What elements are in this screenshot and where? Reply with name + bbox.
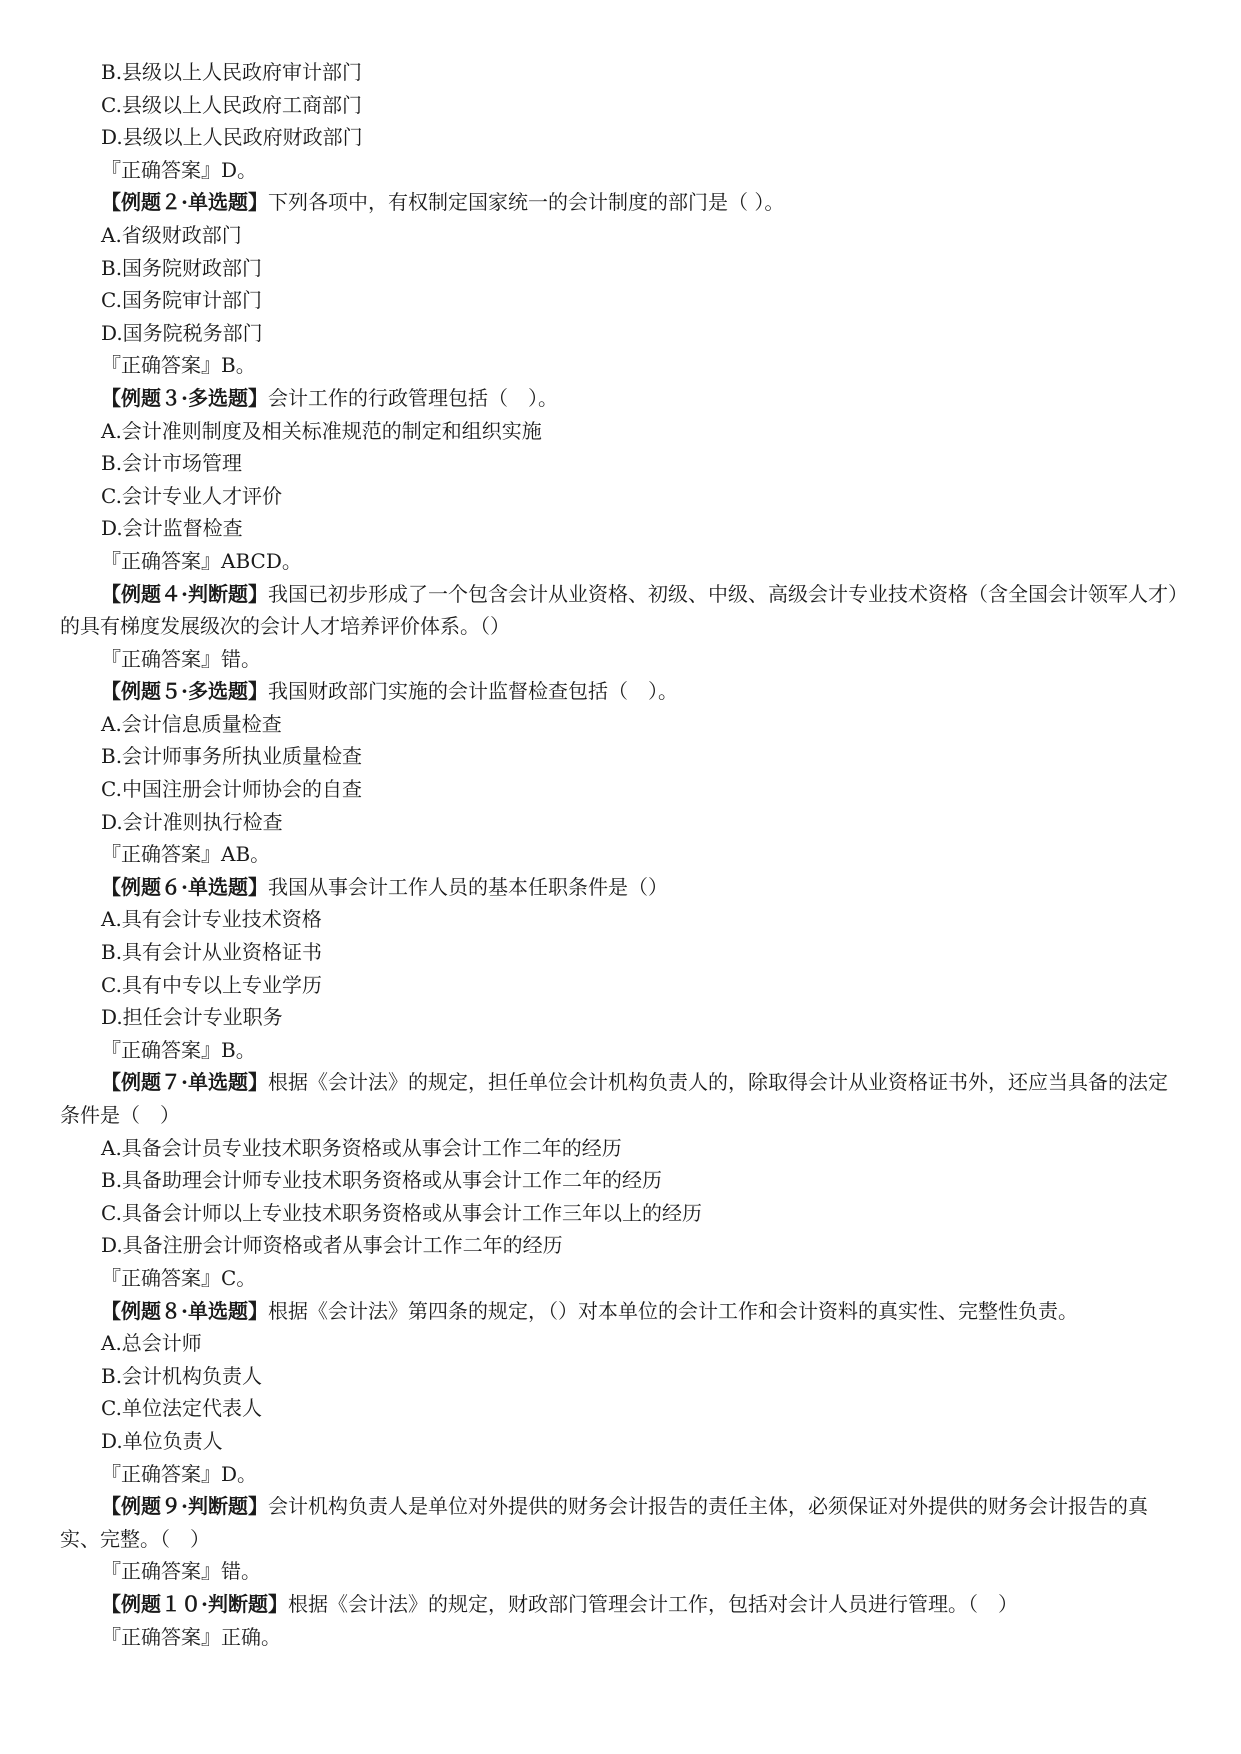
question-tag: 【例题５·多选题】 [101,679,268,704]
option-line [0,219,1241,252]
document-page [0,56,1241,1653]
option-line [0,740,1241,773]
option-line [0,512,1241,545]
line-text: 会计机构负责人是单位对外提供的财务会计报告的责任主体，必须保证对外提供的财务会计报告的真实、完整。（ ） [60,1494,1148,1551]
line-text: A.具备会计员专业技术职务资格或从事会计工作二年的经历 [101,1135,622,1160]
option-line [0,1327,1241,1360]
line-text: A.省级财政部门 [101,222,242,247]
question-tag: 【例题８·单选题】 [101,1298,268,1323]
option-line [0,773,1241,806]
question-tag: 【例题７·单选题】 [101,1070,268,1095]
answer-line [0,643,1241,676]
line-text: C.中国注册会计师协会的自查 [101,777,362,802]
option-line [0,480,1241,513]
question-text [0,1295,1241,1328]
line-text: A.总会计师 [101,1331,202,1356]
line-text: 会计工作的行政管理包括（ ）。 [267,385,558,410]
option-line [0,1001,1241,1034]
question-text [0,871,1241,904]
line-text: C.会计专业人才评价 [101,483,282,508]
question-text [0,186,1241,219]
option-line [0,903,1241,936]
option-line [0,56,1241,89]
line-text: D.会计准则执行检查 [101,809,283,834]
question-tag: 【例题２·单选题】 [101,190,268,215]
question-tag: 【例题３·多选题】 [101,385,268,410]
line-text: B.县级以上人民政府审计部门 [101,60,363,84]
line-text: 『正确答案』D。 [101,157,258,182]
line-text: 根据《会计法》第四条的规定，（）对本单位的会计工作和会计资料的真实性、完整性负责。 [267,1298,1078,1323]
line-text: 我国从事会计工作人员的基本任职条件是（） [267,874,668,899]
option-line [0,806,1241,839]
question-text [0,382,1241,415]
line-text: D.县级以上人民政府财政部门 [101,125,363,150]
option-line [0,415,1241,448]
answer-line [0,1555,1241,1588]
option-line [0,1132,1241,1165]
option-line [0,1229,1241,1262]
line-text: 我国财政部门实施的会计监督检查包括（ ）。 [267,679,678,704]
option-line [0,1197,1241,1230]
answer-line [0,838,1241,871]
line-text: A.会计准则制度及相关标准规范的制定和组织实施 [101,418,542,443]
line-text: 『正确答案』C。 [101,1265,257,1290]
answer-line [0,1458,1241,1491]
line-text: B.会计师事务所执业质量检查 [101,744,363,769]
line-text: 『正确答案』AB。 [101,842,271,867]
option-line [0,1425,1241,1458]
question-tag: 【例题９·判断题】 [101,1494,268,1519]
line-text: C.具有中专以上专业学历 [101,972,322,997]
question-tag: 【例题４·判断题】 [101,581,268,606]
question-text [0,1066,1180,1131]
line-text: B.会计市场管理 [101,451,243,476]
question-text [0,1588,1241,1621]
option-line [0,1392,1241,1425]
line-text: D.国务院税务部门 [101,320,263,345]
line-text: 下列各项中，有权制定国家统一的会计制度的部门是（ ）。 [267,190,785,215]
option-line [0,447,1241,480]
question-text [0,675,1241,708]
line-text: D.会计监督检查 [101,516,243,541]
option-line [0,284,1241,317]
line-text: C.单位法定代表人 [101,1396,262,1421]
line-text: D.单位负责人 [101,1428,223,1453]
line-text: 『正确答案』正确。 [101,1624,281,1649]
line-text: C.具备会计师以上专业技术职务资格或从事会计工作三年以上的经历 [101,1200,702,1225]
option-line [0,1164,1241,1197]
option-line [0,1360,1241,1393]
answer-line [0,545,1241,578]
answer-line [0,349,1241,382]
line-text: D.具备注册会计师资格或者从事会计工作二年的经历 [101,1233,563,1258]
line-text: B.具有会计从业资格证书 [101,940,323,965]
question-tag: 【例题６·单选题】 [101,874,268,899]
line-text: 根据《会计法》的规定，财政部门管理会计工作，包括对会计人员进行管理。（ ） [287,1591,1018,1616]
line-text: B.国务院财政部门 [101,255,263,280]
line-text: C.国务院审计部门 [101,288,262,313]
option-line [0,936,1241,969]
question-text [0,1490,1180,1555]
line-text: B.具备助理会计师专业技术职务资格或从事会计工作二年的经历 [101,1168,663,1193]
answer-line [0,1262,1241,1295]
question-text [0,578,1180,643]
option-line [0,89,1241,122]
line-text: 『正确答案』D。 [101,1461,258,1486]
line-text: 『正确答案』ABCD。 [101,548,302,573]
line-text: C.县级以上人民政府工商部门 [101,92,362,117]
line-text: B.会计机构负责人 [101,1363,263,1388]
answer-line [0,1621,1241,1654]
question-tag: 【例题１０·判断题】 [101,1591,288,1616]
line-text: 『正确答案』错。 [101,646,261,671]
option-line [0,969,1241,1002]
line-text: D.担任会计专业职务 [101,1005,283,1030]
line-text: A.会计信息质量检查 [101,711,282,736]
option-line [0,317,1241,350]
line-text: 『正确答案』B。 [101,353,256,378]
line-text: A.具有会计专业技术资格 [101,907,322,932]
line-text: 『正确答案』错。 [101,1559,261,1584]
line-text: 根据《会计法》的规定，担任单位会计机构负责人的，除取得会计从业资格证书外，还应当具备的法定条件是（ ） [60,1070,1168,1127]
option-line [0,121,1241,154]
line-text: 我国已初步形成了一个包含会计从业资格、初级、中级、高级会计专业技术资格（含全国会计领军人才）的具有梯度发展级次的会计人才培养评价体系。（） [60,581,1178,639]
line-text: 『正确答案』B。 [101,1037,256,1062]
option-line [0,708,1241,741]
option-line [0,252,1241,285]
answer-line [0,154,1241,187]
answer-line [0,1034,1241,1067]
